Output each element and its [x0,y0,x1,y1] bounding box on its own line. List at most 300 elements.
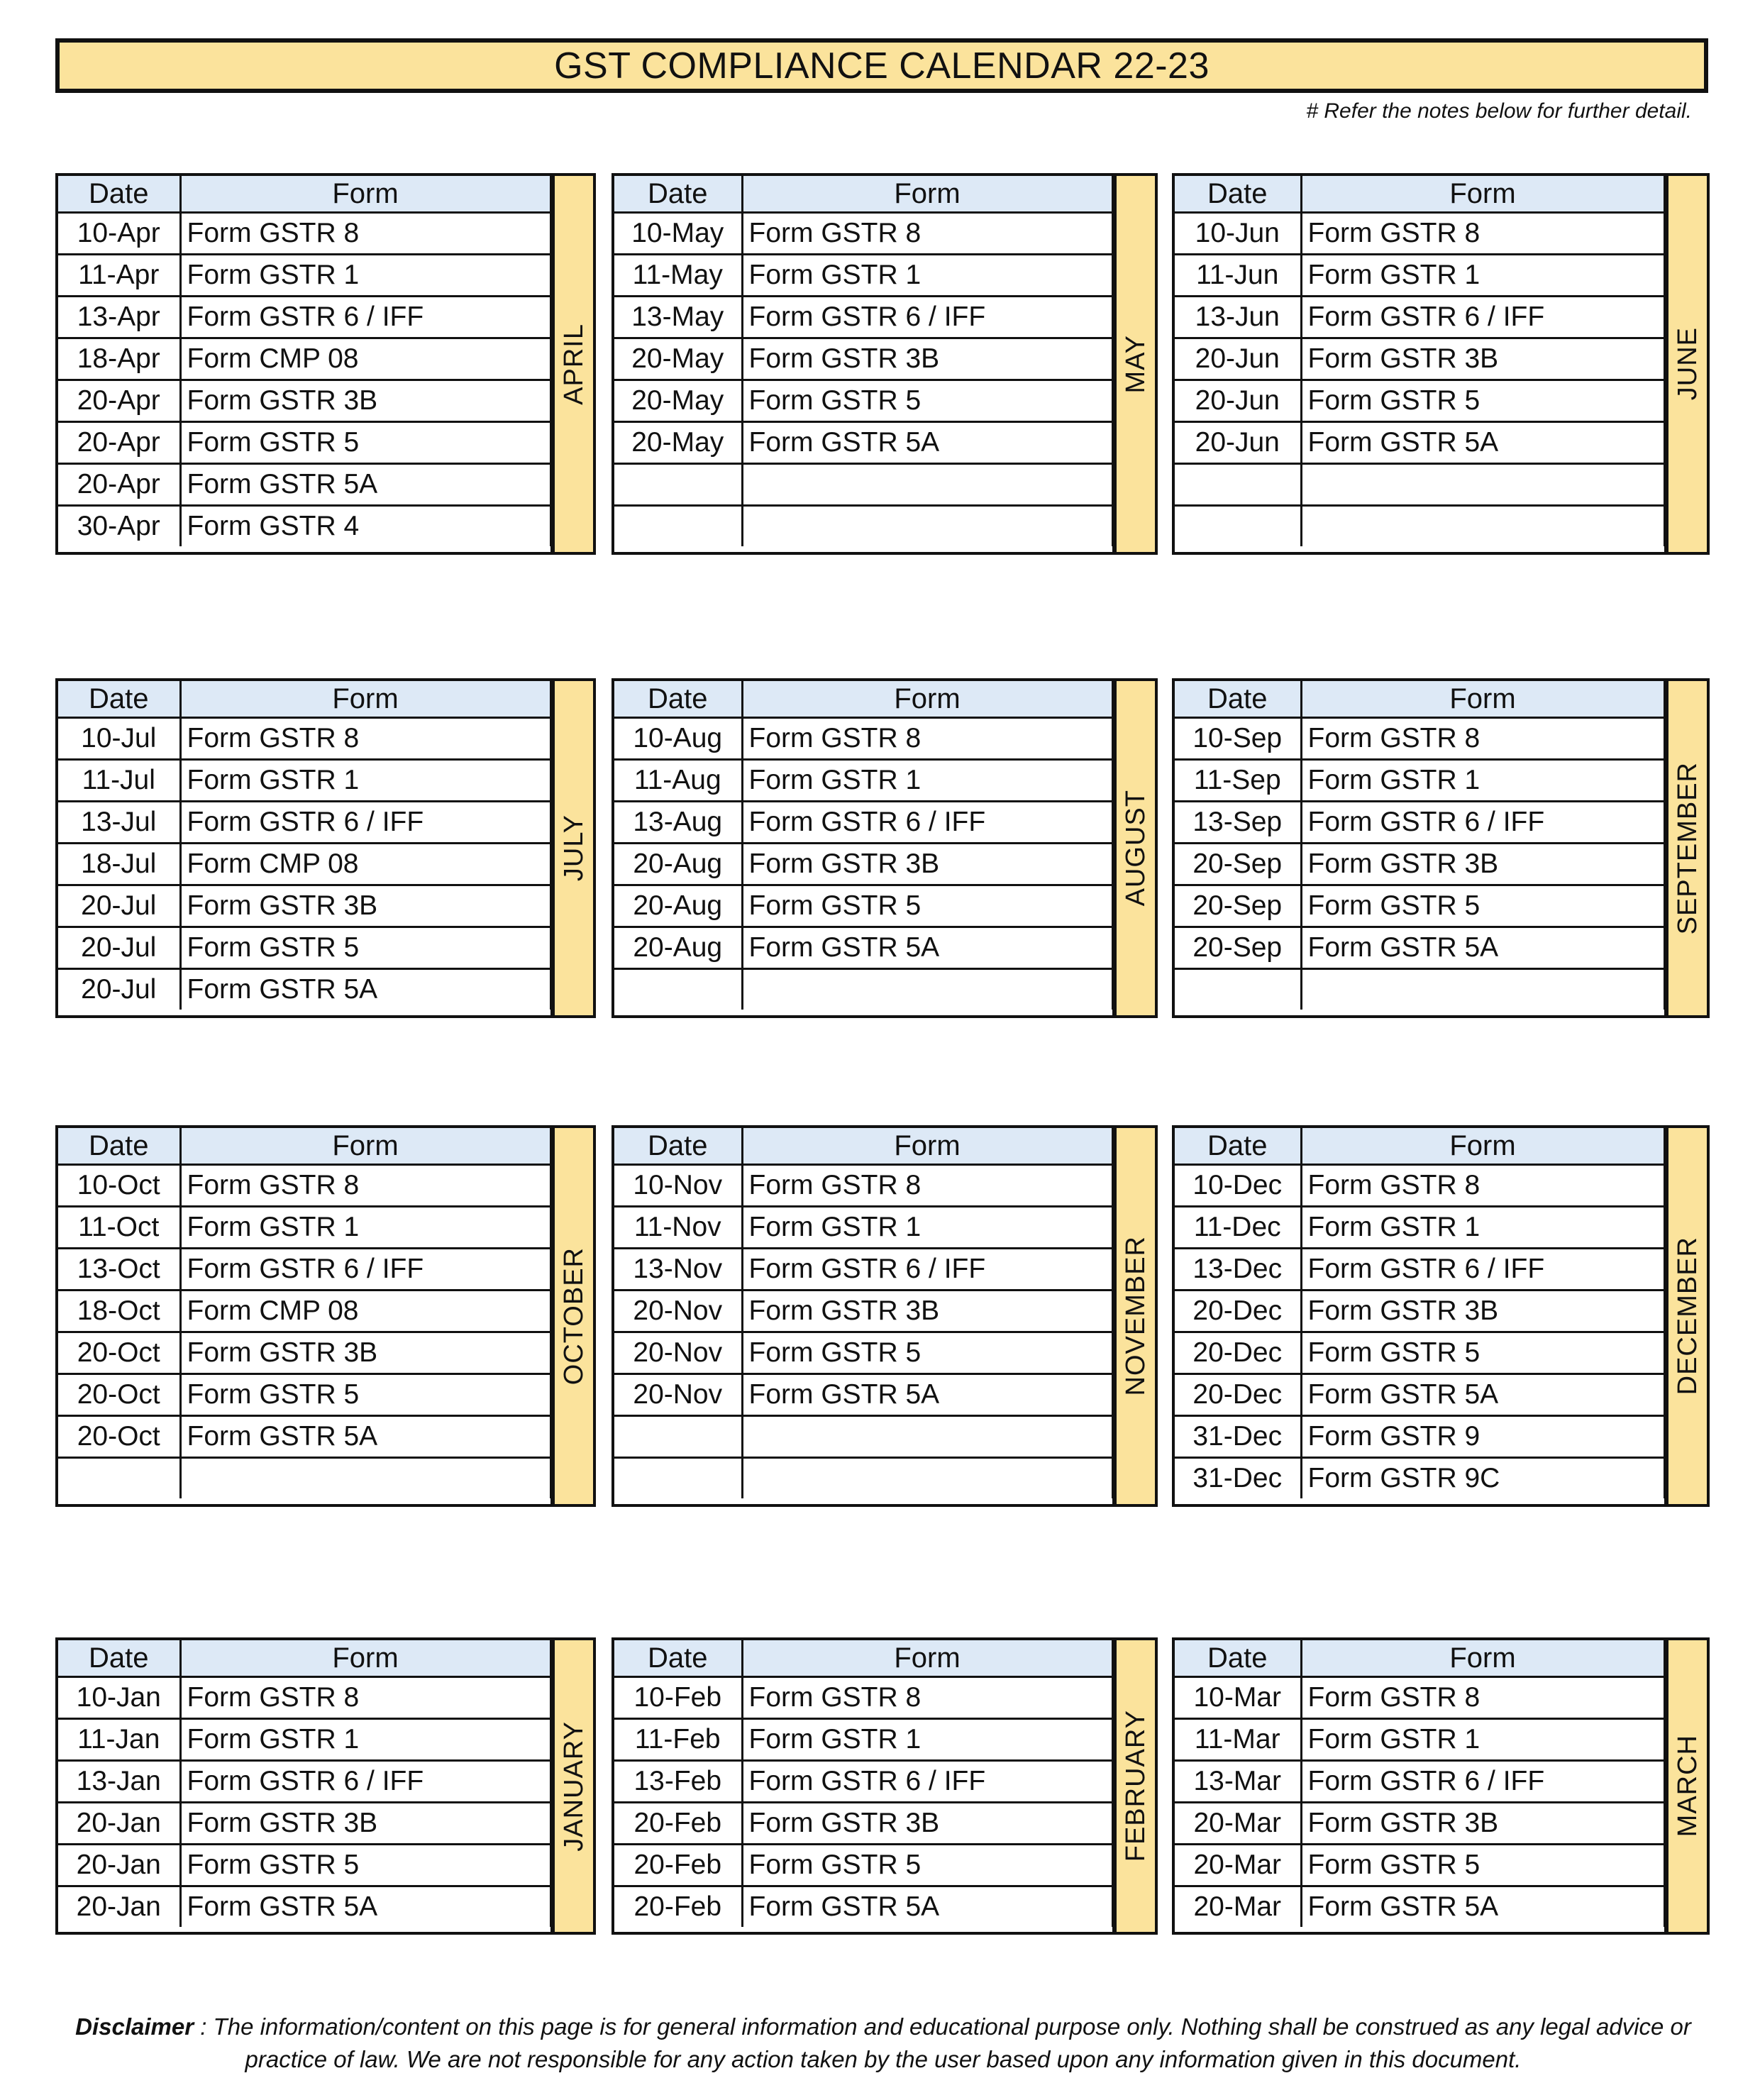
form-name-cell: Form GSTR 5A [1301,927,1664,969]
due-date-cell: 20-Dec [1175,1332,1301,1374]
form-name-cell: Form GSTR 5 [1301,1845,1664,1886]
due-date-cell: 13-Jan [58,1761,180,1803]
month-label-bar [1664,681,1707,1015]
due-date-cell: 20-Mar [1175,1886,1301,1928]
month-label: MAY [1120,334,1151,394]
due-date-cell: 10-Jul [58,718,180,760]
date-column-header: Date [1175,1640,1301,1677]
form-column-header: Form [742,176,1112,213]
form-name-cell: Form GSTR 6 / IFF [742,1249,1112,1291]
due-date-cell: 20-Sep [1175,927,1301,969]
table-row [614,380,1112,422]
table-row [614,297,1112,338]
form-name-cell [180,1458,550,1499]
table-row [614,1291,1112,1332]
form-name-cell: Form GSTR 6 / IFF [180,1249,550,1291]
due-date-cell: 20-Jun [1175,380,1301,422]
due-date-cell: 20-Mar [1175,1803,1301,1845]
calendar-april [55,173,596,555]
form-name-cell: Form GSTR 1 [1301,1207,1664,1249]
due-date-cell: 10-Jan [58,1677,180,1719]
disclaimer-text: : The information/content on this page is for general information and educational purpose only. Nothing shall be construed as any legal advice or practice of law. We are not responsible for any action taken by the user based upon any information given in this document. [194,2013,1691,2072]
due-date-cell: 20-Oct [58,1332,180,1374]
calendar-february [611,1637,1158,1935]
table-row [614,1207,1112,1249]
due-date-cell: 20-Jan [58,1886,180,1928]
due-date-cell: 20-Feb [614,1845,742,1886]
date-column-header: Date [614,1640,742,1677]
table-row [58,1761,550,1803]
due-date-cell: 10-Feb [614,1677,742,1719]
form-name-cell: Form CMP 08 [180,338,550,380]
due-date-cell: 18-Jul [58,844,180,885]
date-column-header: Date [614,681,742,718]
calendar-table [614,1128,1114,1498]
table-row [1175,969,1664,1010]
due-date-cell: 20-Feb [614,1803,742,1845]
month-label-bar [1112,1640,1155,1932]
due-date-cell: 11-Apr [58,255,180,297]
table-row [58,380,550,422]
form-name-cell: Form CMP 08 [180,1291,550,1332]
due-date-cell: 20-Sep [1175,844,1301,885]
table-row [614,927,1112,969]
table-row [1175,1458,1664,1499]
date-column-header: Date [58,681,180,718]
due-date-cell: 10-Nov [614,1165,742,1207]
due-date-cell: 11-Nov [614,1207,742,1249]
form-name-cell: Form GSTR 5 [1301,885,1664,927]
due-date-cell: 10-Dec [1175,1165,1301,1207]
due-date-cell: 11-Jun [1175,255,1301,297]
disclaimer [57,2011,1710,2076]
table-header-row [1175,681,1664,718]
due-date-cell: 11-May [614,255,742,297]
form-column-header: Form [1301,681,1664,718]
table-row [58,255,550,297]
form-name-cell: Form GSTR 1 [1301,1719,1664,1761]
form-name-cell: Form GSTR 5 [1301,1332,1664,1374]
table-header-row [58,681,550,718]
table-row [58,1165,550,1207]
form-name-cell: Form GSTR 5A [742,422,1112,464]
form-name-cell: Form GSTR 8 [180,1677,550,1719]
table-row [1175,1803,1664,1845]
form-column-header: Form [742,681,1112,718]
due-date-cell: 20-Aug [614,927,742,969]
table-row [614,213,1112,255]
calendar-table [58,1640,552,1927]
month-label-bar [1664,1128,1707,1504]
table-row [58,1207,550,1249]
month-label: MARCH [1672,1735,1703,1838]
due-date-cell: 20-Apr [58,464,180,506]
table-row [1175,380,1664,422]
form-name-cell: Form GSTR 6 / IFF [180,802,550,844]
due-date-cell: 20-Dec [1175,1374,1301,1416]
disclaimer-label: Disclaimer [75,2013,194,2040]
table-row [1175,1761,1664,1803]
due-date-cell: 20-Jul [58,927,180,969]
table-header-row [614,681,1112,718]
form-name-cell: Form GSTR 1 [180,760,550,802]
form-name-cell: Form GSTR 5A [1301,1374,1664,1416]
date-column-header: Date [1175,1128,1301,1165]
table-row [1175,506,1664,547]
due-date-cell: 10-Jun [1175,213,1301,255]
page-title: GST COMPLIANCE CALENDAR 22-23 [55,38,1708,93]
due-date-cell: 13-Jun [1175,297,1301,338]
calendar-table [1175,1128,1666,1498]
form-name-cell: Form GSTR 8 [1301,1165,1664,1207]
table-row [58,885,550,927]
table-header-row [1175,1640,1664,1677]
form-name-cell: Form GSTR 8 [742,1677,1112,1719]
table-row [614,1249,1112,1291]
table-row [58,1886,550,1928]
due-date-cell: 11-Dec [1175,1207,1301,1249]
month-label-bar [1664,1640,1707,1932]
due-date-cell: 20-Oct [58,1416,180,1458]
due-date-cell: 20-Aug [614,885,742,927]
table-row [614,1332,1112,1374]
due-date-cell: 18-Oct [58,1291,180,1332]
table-row [614,464,1112,506]
form-name-cell: Form GSTR 5A [1301,1886,1664,1928]
date-column-header: Date [614,176,742,213]
form-name-cell: Form GSTR 5 [180,422,550,464]
calendar-november [611,1125,1158,1507]
due-date-cell: 20-Nov [614,1332,742,1374]
form-name-cell [1301,969,1664,1010]
form-name-cell: Form GSTR 5A [1301,422,1664,464]
month-label: APRIL [558,323,589,405]
table-row [1175,927,1664,969]
due-date-cell: 11-Mar [1175,1719,1301,1761]
due-date-cell: 13-Mar [1175,1761,1301,1803]
table-row [58,718,550,760]
due-date-cell: 10-Apr [58,213,180,255]
month-label-bar [1664,176,1707,552]
table-row [614,1719,1112,1761]
form-name-cell [742,1416,1112,1458]
table-row [614,718,1112,760]
form-name-cell: Form GSTR 8 [1301,213,1664,255]
table-row [1175,338,1664,380]
table-row [1175,1249,1664,1291]
due-date-cell [1175,969,1301,1010]
table-row [1175,1374,1664,1416]
table-row [614,844,1112,885]
due-date-cell: 20-Jun [1175,338,1301,380]
form-name-cell: Form GSTR 5 [180,1845,550,1886]
form-name-cell: Form GSTR 8 [742,718,1112,760]
due-date-cell: 13-May [614,297,742,338]
month-label: OCTOBER [558,1247,589,1386]
table-row [614,1458,1112,1499]
due-date-cell: 11-Oct [58,1207,180,1249]
calendar-table [58,1128,552,1498]
table-row [614,338,1112,380]
table-row [58,1677,550,1719]
calendar-march [1172,1637,1710,1935]
table-row [1175,1291,1664,1332]
table-row [1175,802,1664,844]
table-row [1175,1207,1664,1249]
table-row [1175,422,1664,464]
table-row [614,506,1112,547]
form-name-cell: Form CMP 08 [180,844,550,885]
form-name-cell: Form GSTR 5 [742,885,1112,927]
form-name-cell: Form GSTR 8 [180,1165,550,1207]
due-date-cell: 20-Jan [58,1845,180,1886]
table-row [1175,885,1664,927]
table-row [614,1165,1112,1207]
form-name-cell: Form GSTR 8 [742,1165,1112,1207]
table-header-row [614,1640,1112,1677]
due-date-cell: 20-Oct [58,1374,180,1416]
month-label: DECEMBER [1672,1237,1703,1396]
due-date-cell: 13-Oct [58,1249,180,1291]
form-name-cell: Form GSTR 8 [1301,1677,1664,1719]
month-label: JANUARY [558,1720,589,1852]
form-name-cell: Form GSTR 6 / IFF [1301,1249,1664,1291]
table-row [614,255,1112,297]
form-name-cell: Form GSTR 5A [180,969,550,1010]
form-name-cell: Form GSTR 1 [180,255,550,297]
table-row [614,1803,1112,1845]
calendar-table [614,176,1114,546]
form-name-cell [742,506,1112,547]
table-row [614,1677,1112,1719]
table-row [58,1719,550,1761]
due-date-cell: 18-Apr [58,338,180,380]
form-name-cell: Form GSTR 5 [180,927,550,969]
table-row [58,1458,550,1499]
table-row [1175,464,1664,506]
due-date-cell: 10-Aug [614,718,742,760]
table-header-row [58,1128,550,1165]
due-date-cell: 10-Oct [58,1165,180,1207]
table-header-row [58,1640,550,1677]
due-date-cell: 20-Dec [1175,1291,1301,1332]
month-label-bar [1112,1128,1155,1504]
calendar-january [55,1637,596,1935]
table-row [1175,760,1664,802]
form-name-cell: Form GSTR 3B [742,1803,1112,1845]
due-date-cell: 20-Sep [1175,885,1301,927]
table-row [1175,213,1664,255]
date-column-header: Date [58,176,180,213]
form-name-cell: Form GSTR 1 [742,255,1112,297]
table-row [614,1845,1112,1886]
table-row [1175,297,1664,338]
form-name-cell: Form GSTR 1 [742,1719,1112,1761]
form-name-cell: Form GSTR 5A [180,464,550,506]
form-name-cell: Form GSTR 1 [1301,760,1664,802]
table-row [1175,1332,1664,1374]
form-column-header: Form [1301,176,1664,213]
due-date-cell [614,464,742,506]
form-column-header: Form [742,1128,1112,1165]
form-name-cell [742,969,1112,1010]
date-column-header: Date [58,1128,180,1165]
calendar-table [1175,681,1666,1010]
month-label: AUGUST [1120,790,1151,907]
calendar-table [58,176,552,546]
form-name-cell: Form GSTR 1 [742,1207,1112,1249]
table-row [1175,255,1664,297]
due-date-cell: 20-Jul [58,885,180,927]
table-header-row [614,1128,1112,1165]
month-label-bar [550,1640,593,1932]
table-row [1175,1845,1664,1886]
table-row [58,969,550,1010]
due-date-cell: 10-Sep [1175,718,1301,760]
table-row [614,760,1112,802]
table-row [58,927,550,969]
table-row [58,1332,550,1374]
form-name-cell: Form GSTR 8 [180,718,550,760]
table-row [1175,718,1664,760]
table-row [1175,1886,1664,1928]
calendar-table [1175,1640,1666,1927]
table-row [58,213,550,255]
form-column-header: Form [180,1128,550,1165]
calendar-june [1172,173,1710,555]
month-label-bar [550,1128,593,1504]
reference-note: # Refer the notes below for further detail. [1306,99,1692,123]
due-date-cell [614,1416,742,1458]
form-column-header: Form [180,176,550,213]
calendar-august [611,678,1158,1018]
form-name-cell: Form GSTR 3B [742,844,1112,885]
table-row [58,844,550,885]
form-name-cell: Form GSTR 3B [742,1291,1112,1332]
form-name-cell: Form GSTR 6 / IFF [742,802,1112,844]
form-name-cell: Form GSTR 6 / IFF [180,297,550,338]
due-date-cell: 10-May [614,213,742,255]
due-date-cell: 11-Aug [614,760,742,802]
form-name-cell: Form GSTR 5 [1301,380,1664,422]
table-row [58,1845,550,1886]
form-name-cell: Form GSTR 3B [1301,338,1664,380]
table-row [614,1374,1112,1416]
due-date-cell: 31-Dec [1175,1416,1301,1458]
form-name-cell [742,1458,1112,1499]
due-date-cell: 13-Feb [614,1761,742,1803]
due-date-cell [1175,506,1301,547]
due-date-cell: 13-Jul [58,802,180,844]
month-label-bar [1112,681,1155,1015]
form-name-cell: Form GSTR 3B [180,380,550,422]
due-date-cell: 13-Nov [614,1249,742,1291]
calendar-october [55,1125,596,1507]
form-name-cell: Form GSTR 3B [1301,1803,1664,1845]
due-date-cell: 31-Dec [1175,1458,1301,1499]
due-date-cell [614,506,742,547]
due-date-cell: 13-Sep [1175,802,1301,844]
table-row [58,1291,550,1332]
date-column-header: Date [614,1128,742,1165]
form-name-cell: Form GSTR 8 [742,213,1112,255]
form-name-cell: Form GSTR 6 / IFF [742,1761,1112,1803]
form-name-cell: Form GSTR 5 [742,1332,1112,1374]
calendar-may [611,173,1158,555]
due-date-cell: 30-Apr [58,506,180,547]
due-date-cell: 20-Mar [1175,1845,1301,1886]
due-date-cell: 13-Dec [1175,1249,1301,1291]
table-header-row [1175,1128,1664,1165]
form-name-cell: Form GSTR 5A [742,927,1112,969]
table-row [1175,844,1664,885]
due-date-cell [58,1458,180,1499]
month-label: JULY [558,814,589,882]
form-name-cell: Form GSTR 3B [1301,844,1664,885]
form-name-cell: Form GSTR 3B [742,338,1112,380]
form-name-cell: Form GSTR 5A [742,1374,1112,1416]
table-row [58,338,550,380]
table-row [614,1416,1112,1458]
due-date-cell: 11-Jul [58,760,180,802]
month-label-bar [550,176,593,552]
form-name-cell: Form GSTR 5A [180,1416,550,1458]
due-date-cell: 11-Jan [58,1719,180,1761]
form-name-cell: Form GSTR 3B [180,1803,550,1845]
due-date-cell [614,969,742,1010]
due-date-cell: 13-Aug [614,802,742,844]
table-row [58,1249,550,1291]
calendar-table [1175,176,1666,546]
due-date-cell [1175,464,1301,506]
table-row [1175,1677,1664,1719]
table-row [58,1803,550,1845]
form-column-header: Form [1301,1640,1664,1677]
form-name-cell: Form GSTR 1 [1301,255,1664,297]
due-date-cell: 11-Sep [1175,760,1301,802]
due-date-cell: 20-Nov [614,1291,742,1332]
form-name-cell [1301,464,1664,506]
form-name-cell: Form GSTR 1 [180,1207,550,1249]
due-date-cell: 20-Jun [1175,422,1301,464]
table-row [614,1761,1112,1803]
due-date-cell: 11-Feb [614,1719,742,1761]
form-name-cell: Form GSTR 5 [180,1374,550,1416]
month-label: JUNE [1672,327,1703,401]
table-row [58,1416,550,1458]
form-name-cell: Form GSTR 5 [742,380,1112,422]
form-name-cell: Form GSTR 6 / IFF [742,297,1112,338]
table-row [614,1886,1112,1928]
form-name-cell: Form GSTR 6 / IFF [1301,1761,1664,1803]
due-date-cell: 20-Apr [58,422,180,464]
due-date-cell: 20-Jul [58,969,180,1010]
form-name-cell: Form GSTR 3B [1301,1291,1664,1332]
month-label: FEBRUARY [1120,1710,1151,1862]
due-date-cell: 10-Mar [1175,1677,1301,1719]
calendar-december [1172,1125,1710,1507]
form-column-header: Form [180,681,550,718]
month-label: NOVEMBER [1120,1236,1151,1396]
form-name-cell: Form GSTR 8 [1301,718,1664,760]
table-row [58,760,550,802]
due-date-cell: 20-Apr [58,380,180,422]
form-name-cell: Form GSTR 1 [180,1719,550,1761]
form-name-cell: Form GSTR 9 [1301,1416,1664,1458]
table-row [58,506,550,547]
form-name-cell: Form GSTR 3B [180,1332,550,1374]
table-row [1175,1165,1664,1207]
